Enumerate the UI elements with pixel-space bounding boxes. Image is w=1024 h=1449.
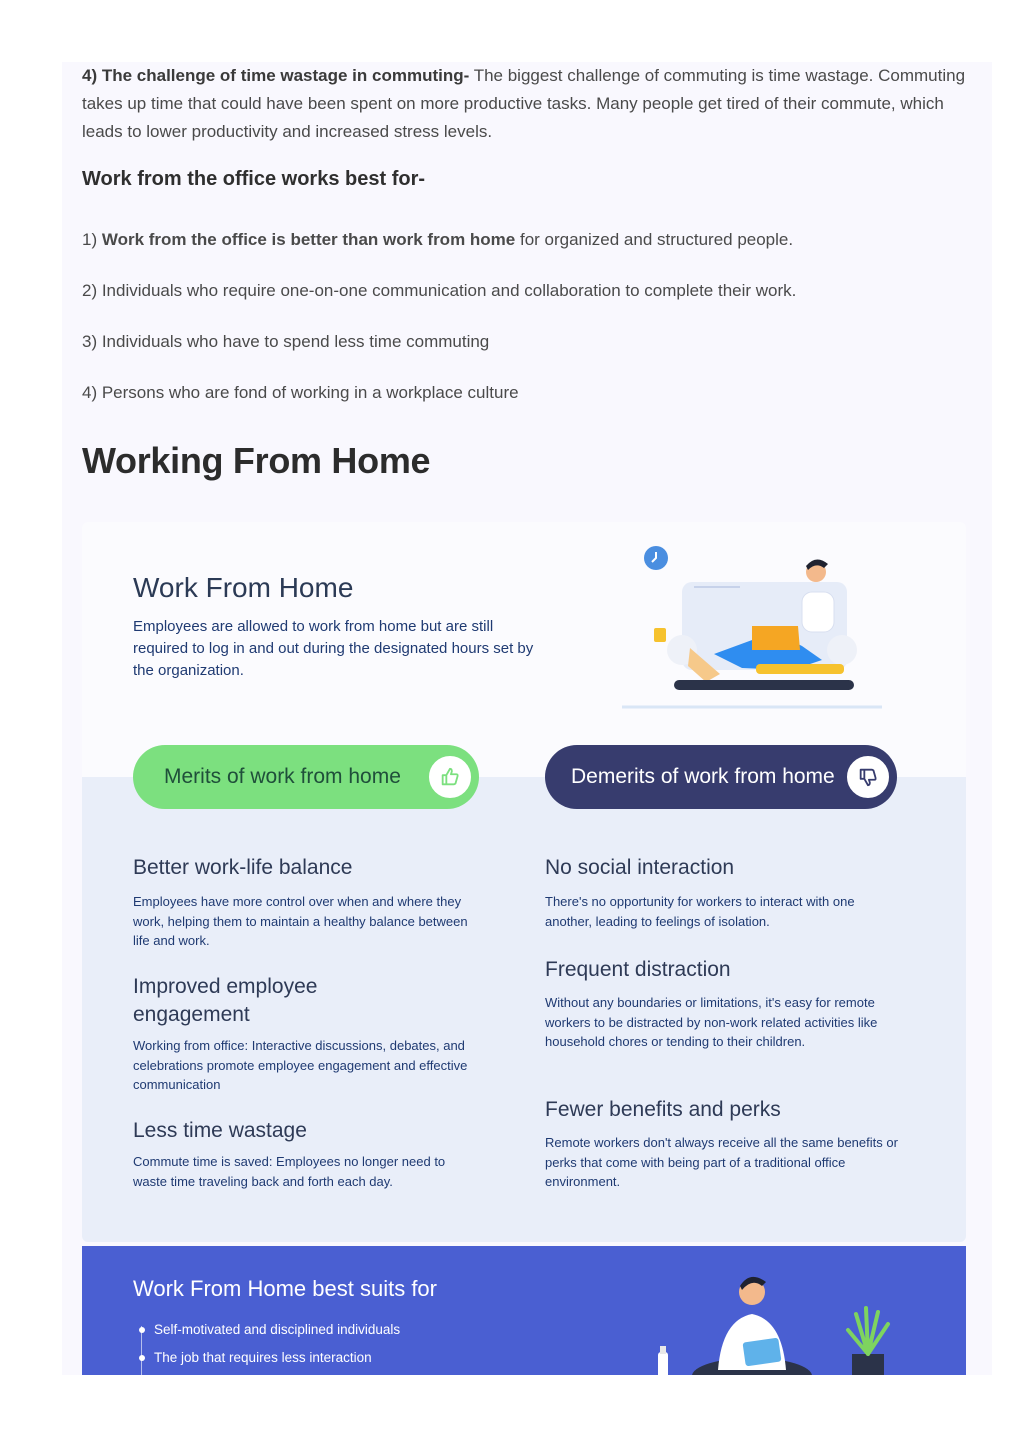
commuting-challenge-paragraph [82, 62, 972, 146]
office-list-item-4: 4) Persons who are fond of working in a workplace culture [82, 383, 519, 402]
office-item-1-text: for organized and structured people. [515, 230, 794, 249]
office-item-1-bold: Work from the office is better than work from home [101, 230, 516, 249]
work-from-home-infographic [82, 522, 966, 1242]
office-list-item-2: 2) Individuals who require one-on-one communication and collaboration to complete their work. [82, 281, 797, 300]
person-laptop-illustration [602, 542, 892, 722]
demerits-pill-label: Demerits of work from home [571, 765, 835, 788]
thumbs-up-icon [425, 752, 475, 802]
merit-3-title: Less time wastage [133, 1119, 307, 1142]
document-page [62, 62, 992, 1375]
merit-1-text: Employees have more control over when and where they work, helping them to maintain a healthy balance between life and work. [133, 894, 468, 948]
banner-title: Work From Home best suits for [133, 1276, 437, 1301]
merit-2-title: Improved employee engagement [133, 975, 318, 1026]
merit-1-title: Better work-life balance [133, 856, 353, 879]
office-item-1-prefix: 1) [82, 230, 102, 249]
demerit-2-text: Without any boundaries or limitations, it's easy for remote workers to be distracted by non-work related activities like household chores or tending to their children. [545, 995, 878, 1049]
banner-list [137, 1316, 400, 1372]
office-list-item-1 [82, 230, 793, 250]
office-list-item-3: 3) Individuals who have to spend less time commuting [82, 332, 490, 351]
plant-illustration [848, 1308, 888, 1375]
office-section-heading: Work from the office works best for- [82, 168, 426, 190]
commuting-challenge-text: The biggest challenge of commuting is time wastage. Commuting takes up time that could have been spent on more productive tasks. Many people get tired of their commute, which leads to lower productivity and increased stress levels. [82, 66, 966, 141]
demerit-2-title: Frequent distraction [545, 958, 731, 981]
infographic-title: Work From Home [133, 572, 354, 603]
banner-list-item: The job that requires less interaction [137, 1344, 400, 1372]
banner-list-item: Self-motivated and disciplined individuals [137, 1316, 400, 1344]
commuting-challenge-heading: 4) The challenge of time wastage in commuting- [82, 66, 470, 85]
merit-3-text: Commute time is saved: Employees no longer need to waste time traveling back and forth each day. [133, 1154, 446, 1189]
person-meditating-illustration [652, 1258, 892, 1375]
thumbs-down-icon [843, 752, 893, 802]
demerit-3-title: Fewer benefits and perks [545, 1098, 781, 1121]
infographic-description: Employees are allowed to work from home but are still required to log in and out during the designated hours set by the organization. [133, 618, 534, 679]
merit-2-text: Working from office: Interactive discussions, debates, and celebrations promote employee engagement and effective communication [133, 1038, 468, 1092]
demerit-3-text: Remote workers don't always receive all the same benefits or perks that come with being part of a traditional office environment. [545, 1135, 898, 1189]
main-heading: Working From Home [82, 440, 431, 481]
demerit-1-text: There's no opportunity for workers to interact with one another, leading to feelings of isolation. [545, 894, 855, 929]
intro-paragraph-block [82, 62, 972, 146]
merits-pill [133, 745, 479, 809]
demerit-1-title: No social interaction [545, 856, 735, 879]
demerits-pill [545, 745, 897, 809]
best-suits-banner [82, 1246, 966, 1375]
merits-pill-label: Merits of work from home [164, 765, 401, 788]
